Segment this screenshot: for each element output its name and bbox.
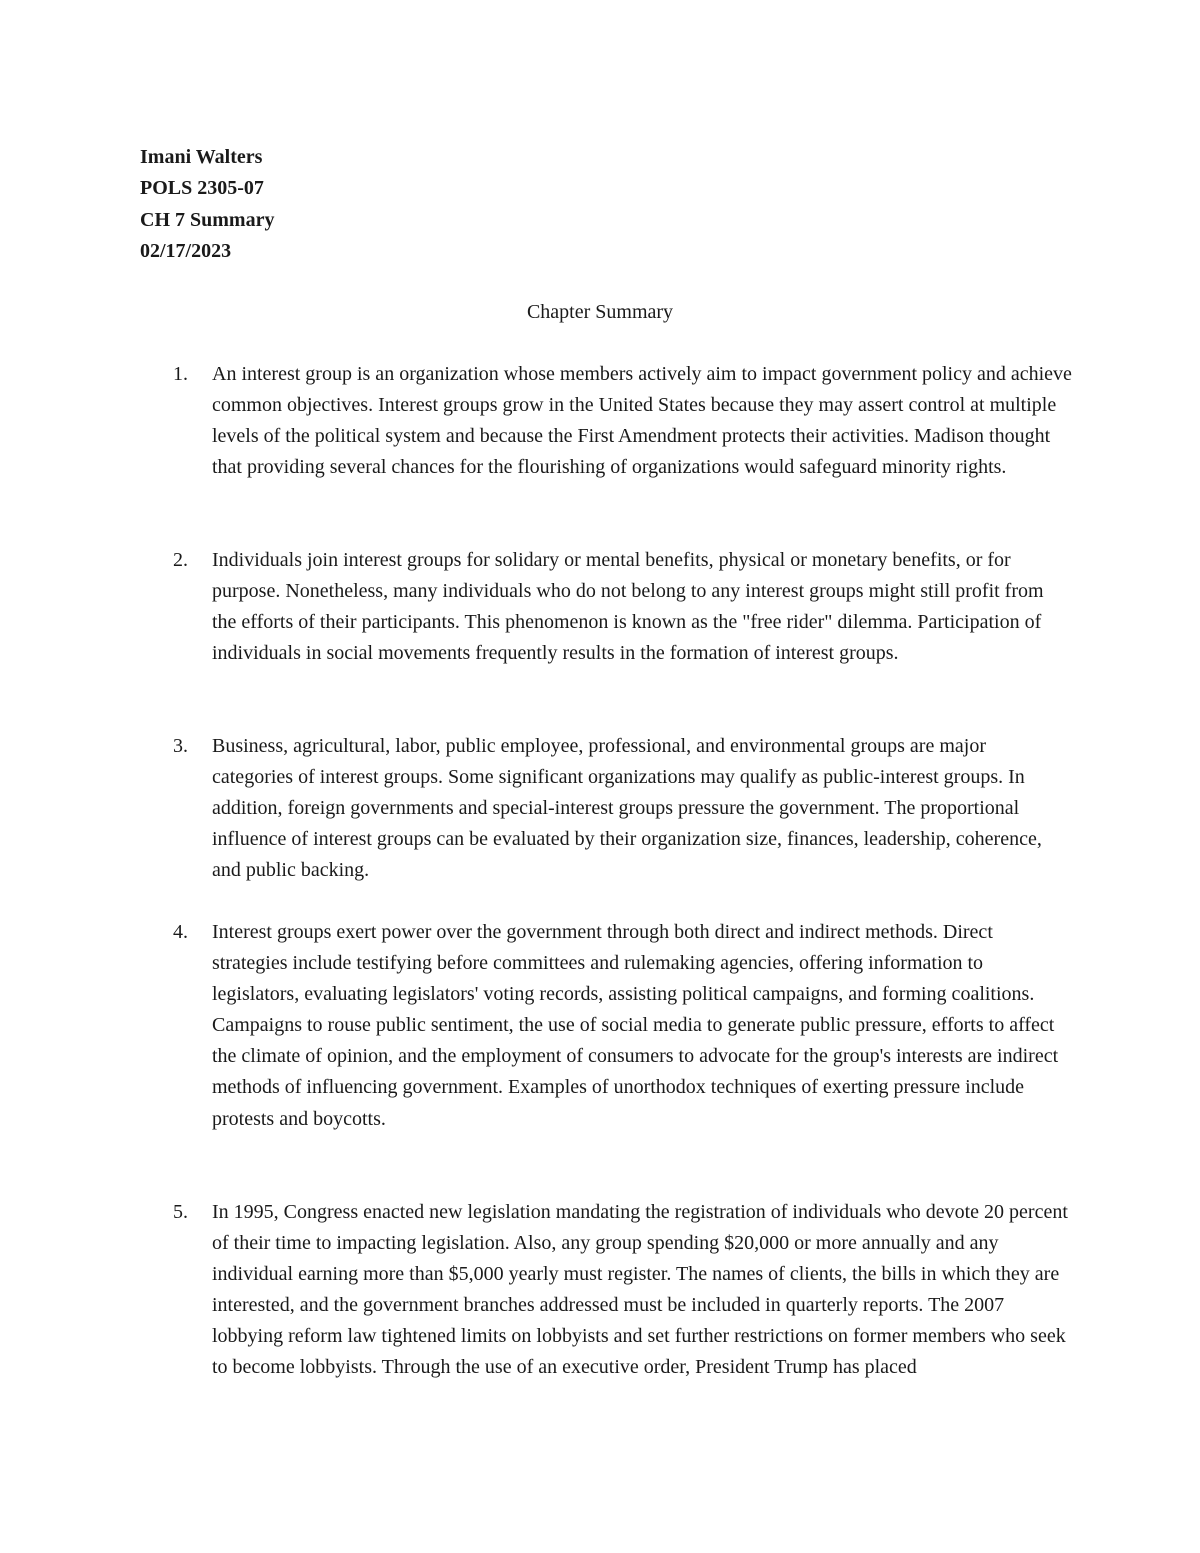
list-item-text: Interest groups exert power over the government through both direct and indirect methods. Direct strategies include testifying before committees and rulemaking agencies, offering information to legislators, evaluating legislators' voting records, assisting political campaigns, and forming coalitions. Campaigns to rouse public sentiment, the use of social media to generate public pressure, efforts to affect the climate of opinion, and the employment of consumers to advocate for the group's interests are indirect methods of influencing government. Examples of unorthodox techniques of exerting pressure include protests and boycotts. xyxy=(212,921,1059,1130)
list-item xyxy=(173,545,1072,669)
list-item xyxy=(173,1197,1072,1384)
list-item-text: Individuals join interest groups for solidary or mental benefits, physical or monetary benefits, or for purpose. Nonetheless, many individuals who do not belong to any interest groups might still profit from the efforts of their participants. This phenomenon is known as the "free rider" dilemma. Participation of individuals in social movements frequently results in the formation of interest groups. xyxy=(212,549,1044,665)
student-name: Imani Walters xyxy=(140,146,263,168)
list-item-number: 4. xyxy=(173,921,188,943)
list-item-text: Business, agricultural, labor, public employee, professional, and environmental groups are major categories of interest groups. Some significant organizations may qualify as public-interest groups. In addition, foreign governments and special-interest groups pressure the government. The proportional influence of interest groups can be evaluated by their organization size, finances, leadership, coherence, and public backing. xyxy=(212,735,1042,882)
header-block xyxy=(140,142,274,267)
list-item xyxy=(173,917,1072,1135)
list-item-number: 5. xyxy=(173,1201,188,1223)
list-item-number: 1. xyxy=(173,363,188,385)
list-item-number: 3. xyxy=(173,735,188,757)
list-item-text: In 1995, Congress enacted new legislation mandating the registration of individuals who devote 20 percent of their time to impacting legislation. Also, any group spending $20,000 or more annually and any individual earning more than $5,000 yearly must register. The names of clients, the bills in which they are interested, and the government branches addressed must be included in quarterly reports. The 2007 lobbying reform law tightened limits on lobbyists and set further restrictions on former members who seek to become lobbyists. Through the use of an executive order, President Trump has placed xyxy=(212,1201,1068,1379)
assignment-name: CH 7 Summary xyxy=(140,208,275,231)
document-title: Chapter Summary xyxy=(526,301,674,323)
list-item-number: 2. xyxy=(173,549,188,571)
list-item xyxy=(173,359,1072,483)
list-item-text: An interest group is an organization whose members actively aim to impact government policy and achieve common objectives. Interest groups grow in the United States because they may assert control at multiple levels of the political system and because the First Amendment protects their activities. Madison thought that providing several chances for the flourishing of organizations would safeguard minority rights. xyxy=(212,363,1072,479)
submission-date: 02/17/2023 xyxy=(140,239,232,262)
course-code: POLS 2305-07 xyxy=(140,177,264,200)
list-item xyxy=(173,731,1072,886)
